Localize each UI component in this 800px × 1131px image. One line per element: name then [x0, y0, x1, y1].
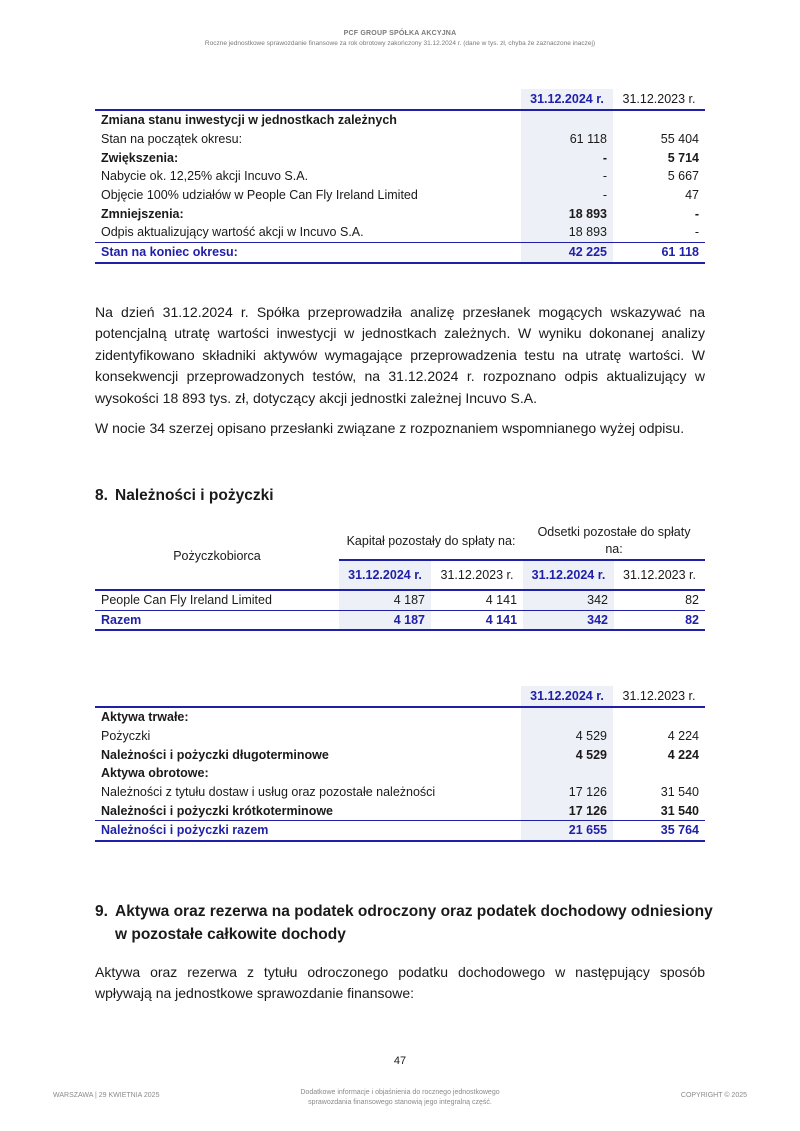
row-label: Odpis aktualizujący wartość akcji w Incuvo S.A.: [101, 225, 364, 240]
table-header-row: [95, 686, 705, 707]
row-label: Pożyczki: [101, 729, 151, 744]
value-2023: 31 540: [660, 785, 699, 800]
interest-column-2023: 31.12.2023 r.: [623, 568, 696, 582]
value-2024: 42 225: [521, 242, 613, 262]
principal-2024: 4 187: [339, 610, 431, 630]
value-2023: 55 404: [660, 132, 699, 147]
section-number: 8.: [95, 487, 108, 504]
value-2024: 18 893: [521, 204, 613, 223]
principal-column-2024: 31.12.2024 r.: [339, 560, 431, 590]
document-company-header: PCF GROUP SPÓŁKA AKCYJNA: [343, 30, 457, 37]
row-label: Należności i pożyczki krótkoterminowe: [101, 803, 334, 818]
loans-table: [95, 522, 705, 631]
principal-group-header: Kapitał pozostały do spłaty na:: [339, 522, 523, 560]
table-row: [95, 223, 705, 242]
row-label: Aktywa obrotowe:: [101, 766, 209, 781]
interest-2023: 82: [685, 613, 700, 628]
table-row: [95, 801, 705, 820]
principal-2023: 4 141: [485, 613, 518, 628]
value-2023: [613, 110, 705, 130]
interest-2024: 342: [523, 590, 614, 610]
value-2023: 47: [685, 188, 699, 203]
section-9-heading: [95, 900, 715, 946]
value-2024: -: [521, 148, 613, 167]
row-label: Stan na początek okresu:: [101, 132, 243, 147]
borrower-column-header: Pożyczkobiorca: [173, 548, 261, 563]
section-number: 9.: [95, 903, 108, 920]
table-total-row: [95, 821, 705, 841]
interest-group-header: Odsetki pozostałe do spłaty na:: [523, 522, 705, 560]
section-8-heading: [95, 484, 274, 507]
value-2023: [613, 764, 705, 783]
table-header-row: [95, 89, 705, 110]
value-2023: 61 118: [661, 245, 699, 260]
table-header-row: [95, 522, 705, 560]
table-row: [95, 745, 705, 764]
value-2023: 4 224: [667, 747, 699, 762]
value-2023: [613, 707, 705, 727]
value-2023: -: [694, 206, 699, 221]
value-2023: 5 667: [667, 169, 699, 184]
value-2024: -: [521, 167, 613, 186]
principal-2023: 4 141: [485, 593, 518, 608]
column-header-2024: 31.12.2024 r.: [521, 89, 613, 110]
table-row: [95, 727, 705, 746]
value-2023: 31 540: [660, 803, 699, 818]
table-row: [95, 783, 705, 802]
row-label: Aktywa trwałe:: [101, 710, 189, 725]
row-label: Nabycie ok. 12,25% akcji Incuvo S.A.: [101, 169, 309, 184]
value-2024: 61 118: [521, 130, 613, 149]
section-title-line-1: Aktywa oraz rezerwa na podatek odroczony oraz podatek dochodowy odniesiony: [115, 903, 713, 920]
principal-column-2023: 31.12.2023 r.: [440, 568, 514, 582]
table-row: [95, 148, 705, 167]
value-2024: 4 529: [521, 727, 613, 746]
row-label: Należności i pożyczki razem: [101, 823, 269, 838]
value-2024: [521, 707, 613, 727]
principal-2024: 4 187: [339, 590, 431, 610]
table-row: [95, 764, 705, 783]
receivables-table: [95, 686, 705, 842]
value-2024: 17 126: [521, 783, 613, 802]
row-label: Zmiana stanu inwestycji w jednostkach zależnych: [101, 113, 397, 128]
impairment-paragraph: Na dzień 31.12.2024 r. Spółka przeprowadziła analizę przesłanek mogących wskazywać na potencjalną utratę wartości inwestycji w jednostkach zależnych. W wyniku dokonanej analizy zidentyfikowano składniki aktywów wymagające przeprowadzenia testu na utratę wartości. W konsekwencji przeprowadzonych testów, na 31.12.2024 r. rozpoznano odpis aktualizujący w wysokości 18 893 tys. zł, dotyczący akcji jednostki zależnej Incuvo S.A.: [95, 304, 705, 406]
row-label: Należności z tytułu dostaw i usług oraz pozostałe należności: [101, 785, 436, 800]
interest-2024: 342: [523, 610, 614, 630]
footer-note: [250, 1088, 550, 1108]
table-row: [95, 110, 705, 130]
table-row: [95, 130, 705, 149]
borrower-name: People Can Fly Ireland Limited: [101, 593, 272, 608]
interest-2023: 82: [685, 593, 700, 608]
table-row: [95, 707, 705, 727]
row-label: Objęcie 100% udziałów w People Can Fly Ireland Limited: [101, 188, 418, 203]
value-2024: 17 126: [521, 801, 613, 820]
section-title-line-2: w pozostałe całkowite dochody: [115, 926, 346, 943]
table-total-row: [95, 610, 705, 630]
table-row: [95, 204, 705, 223]
footer-copyright: COPYRIGHT © 2025: [680, 1092, 747, 1099]
interest-column-2024: 31.12.2024 r.: [523, 560, 614, 590]
footer-note-line-1: Dodatkowe informacje i objaśnienia do rocznego jednostkowego: [300, 1089, 500, 1096]
value-2024: [521, 110, 613, 130]
value-2023: -: [694, 225, 699, 240]
row-label: Należności i pożyczki długoterminowe: [101, 747, 329, 762]
value-2023: 4 224: [667, 729, 699, 744]
footer-note-line-2: sprawozdania finansowego stanowią jego integralną część.: [308, 1099, 492, 1106]
value-2024: [521, 764, 613, 783]
total-label: Razem: [101, 613, 142, 628]
value-2024: 18 893: [521, 223, 613, 242]
column-header-2023: 31.12.2023 r.: [613, 89, 705, 110]
row-label: Zmniejszenia:: [101, 206, 184, 221]
value-2024: -: [521, 186, 613, 205]
note-reference-paragraph: W nocie 34 szerzej opisano przesłanki związane z rozpoznaniem wspomnianego wyżej odpisu.: [95, 420, 685, 436]
value-2024: 4 529: [521, 745, 613, 764]
value-2023: 35 764: [660, 823, 699, 838]
page-number: 47: [393, 1055, 407, 1067]
deferred-tax-paragraph: Aktywa oraz rezerwa z tytułu odroczonego podatku dochodowego w następujący sposób wpływają na jednostkowe sprawozdanie finansowe:: [95, 964, 705, 1002]
column-header-2024: 31.12.2024 r.: [521, 686, 613, 707]
table-row: [95, 167, 705, 186]
footer-location-date: WARSZAWA | 29 KWIETNIA 2025: [53, 1092, 160, 1099]
value-2023: 5 714: [667, 150, 699, 165]
investments-table: [95, 89, 705, 264]
table-row: [95, 186, 705, 205]
document-subtitle-header: Roczne jednostkowe sprawozdanie finansowe za rok obrotowy zakończony 31.12.2024 r. (dane w tys. zł, chyba że zaznaczone inaczej): [204, 40, 596, 47]
column-header-2023: 31.12.2023 r.: [622, 689, 696, 703]
row-label: Stan na koniec okresu:: [101, 245, 238, 260]
section-title: Należności i pożyczki: [115, 487, 274, 504]
row-label: Zwiększenia:: [101, 150, 179, 165]
value-2024: 21 655: [521, 821, 613, 841]
table-total-row: [95, 242, 705, 262]
table-row: [95, 590, 705, 610]
